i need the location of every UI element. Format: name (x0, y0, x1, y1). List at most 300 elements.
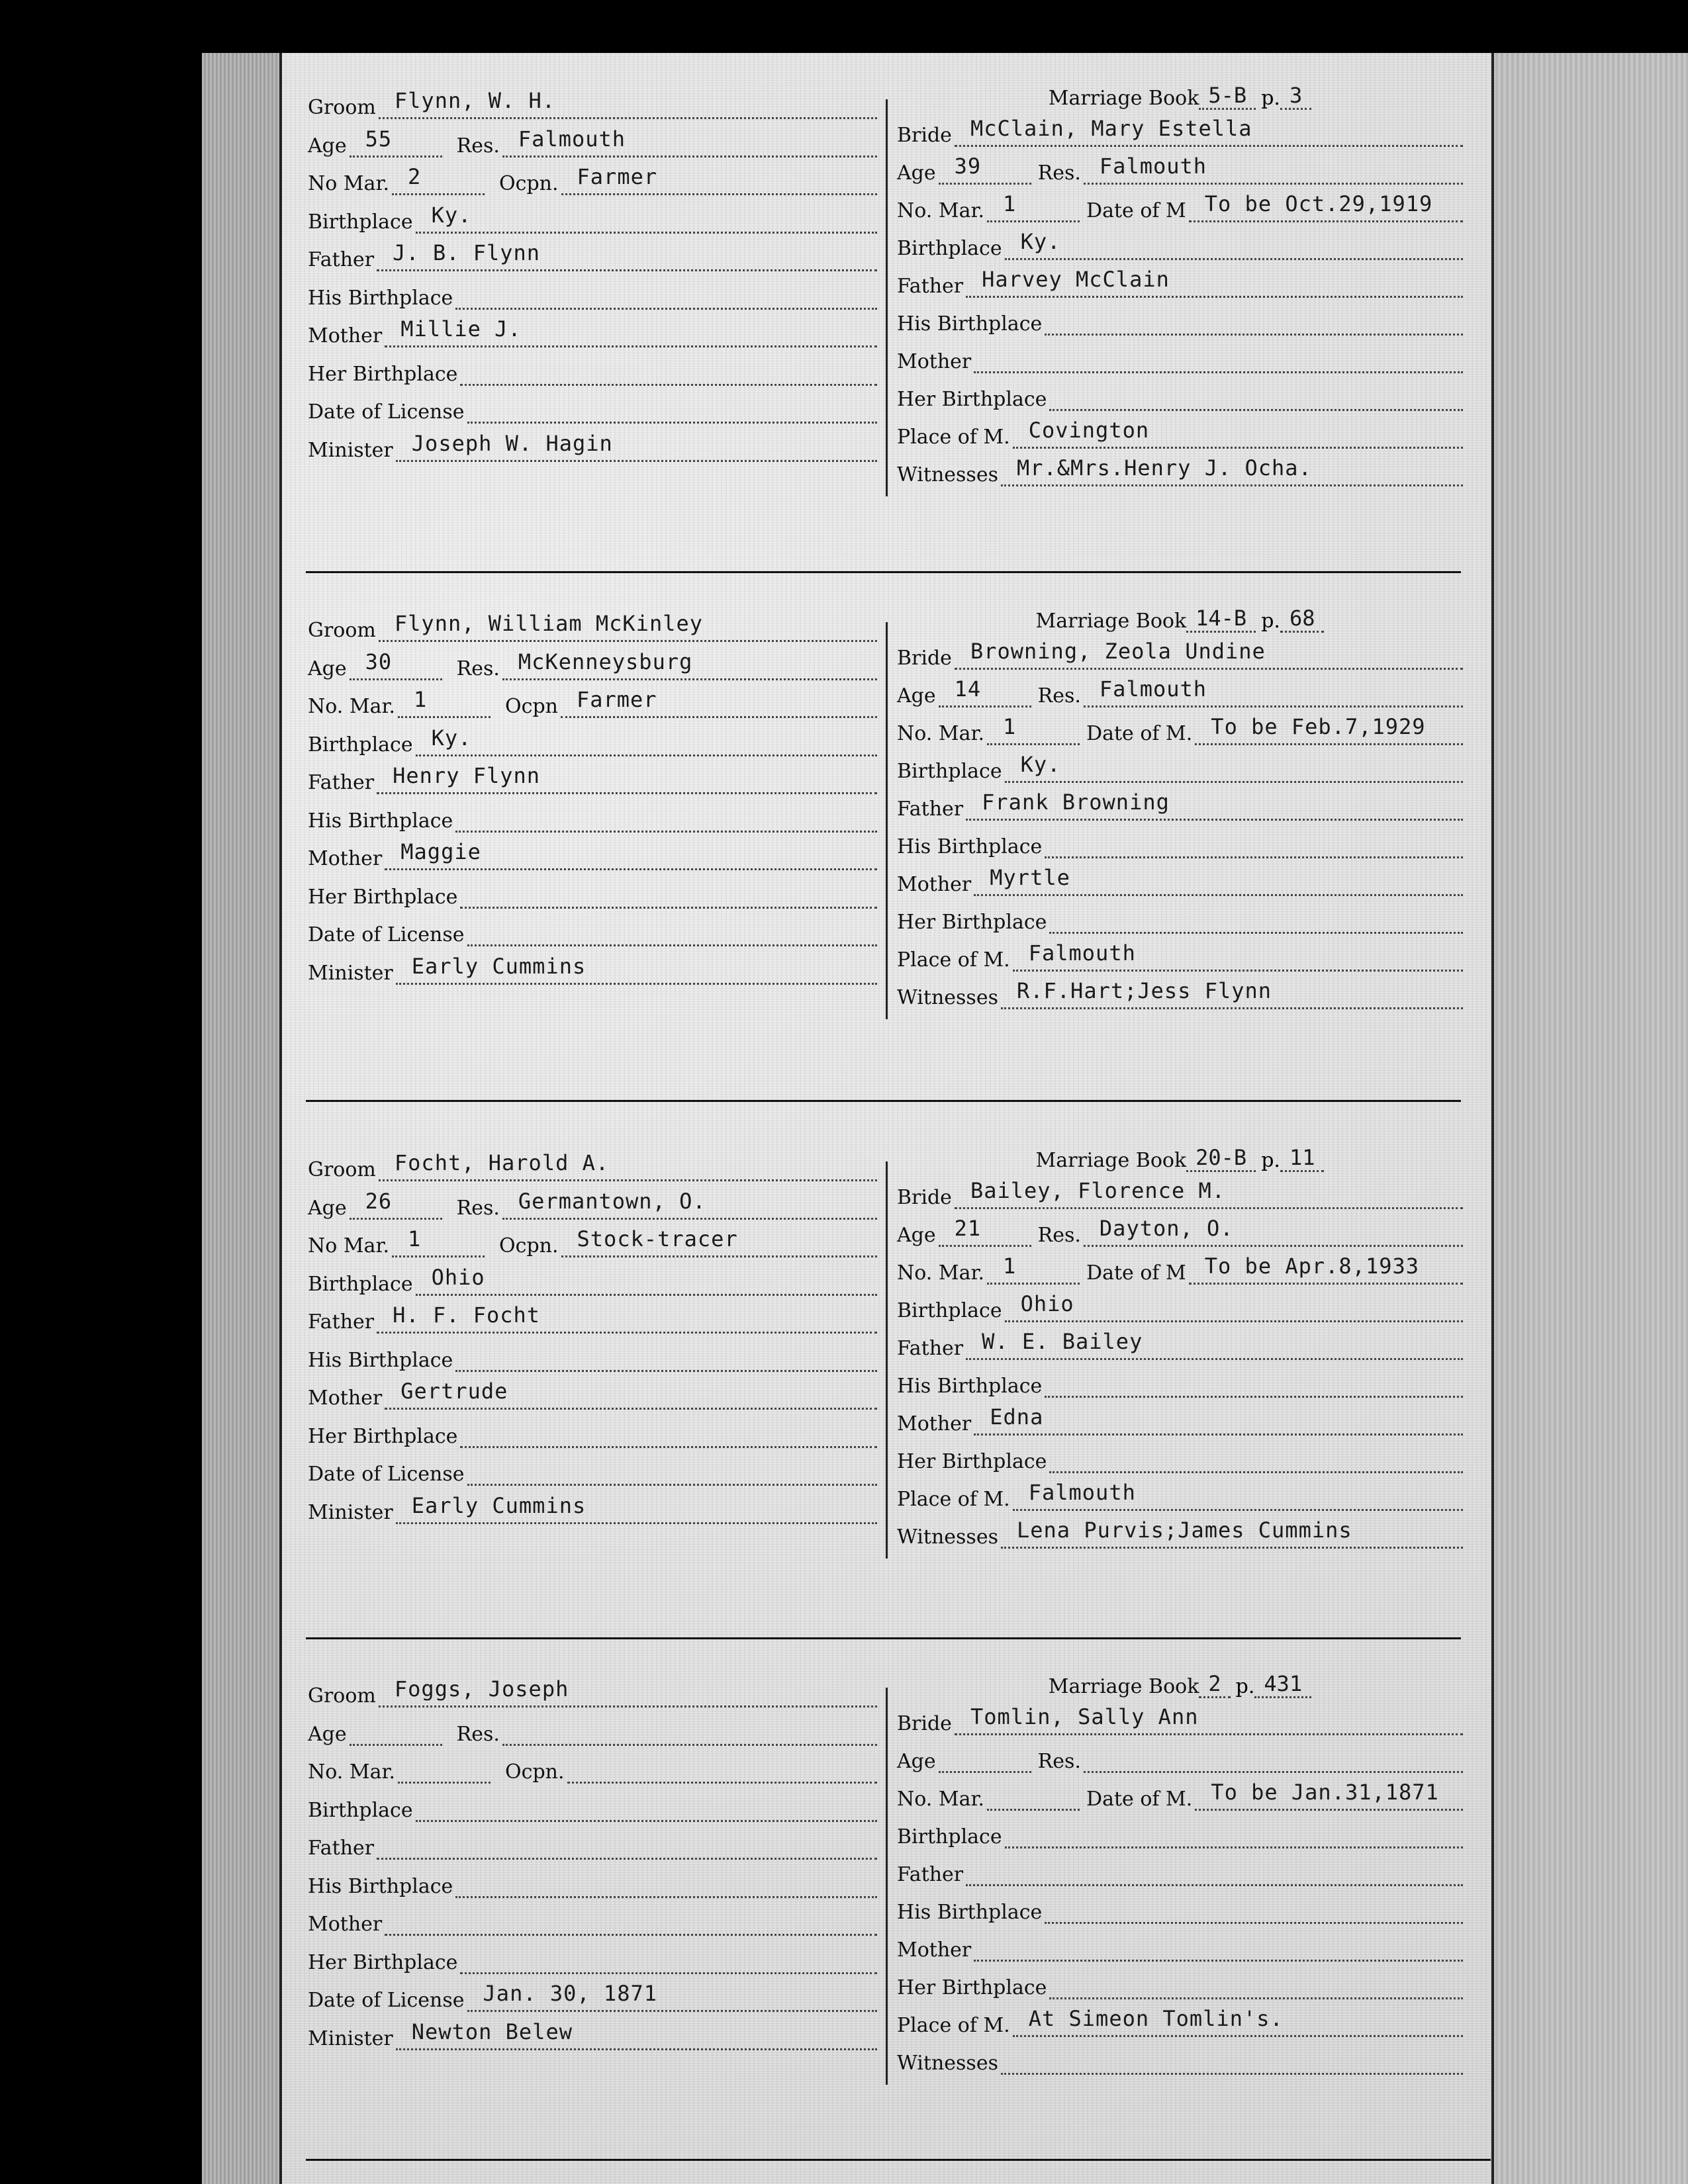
field-value: Millie J. (400, 316, 522, 341)
page-label: p. (1261, 87, 1280, 110)
marriage-record (278, 73, 1463, 523)
groom-field-row (308, 909, 877, 946)
field-label: Age (308, 1722, 347, 1746)
field-label: Witnesses (897, 1525, 998, 1549)
field-label: Age (897, 1224, 936, 1247)
field-value: Myrtle (990, 865, 1070, 890)
groom-field-row (308, 948, 877, 985)
field-line (1084, 1208, 1463, 1247)
column-divider (886, 1688, 888, 2085)
field-label: Father (308, 248, 375, 271)
field-line (455, 271, 877, 310)
record-separator (306, 1100, 1461, 1102)
field-label: Res. (1037, 1750, 1081, 1773)
field-label: Father (897, 275, 964, 298)
page-value: 431 (1254, 1671, 1311, 1698)
field-label: Her Birthplace (897, 1450, 1047, 1473)
field-line (1001, 2036, 1463, 2075)
field-label: Date of M. (1086, 722, 1193, 745)
groom-field-row (308, 643, 877, 680)
field-value: Tomlin, Sally Ann (970, 1704, 1199, 1729)
field-value: 1 (414, 687, 428, 712)
marriage-record (278, 596, 1463, 1046)
field-line (416, 1257, 877, 1296)
field-label: Res. (1037, 161, 1081, 185)
page-value: 11 (1280, 1145, 1325, 1172)
bride-field-row (897, 1811, 1463, 1848)
field-value: Ohio (1020, 1291, 1074, 1316)
field-label: Father (897, 1863, 964, 1886)
page-label: p. (1261, 610, 1280, 633)
page-label: p. (1261, 1149, 1280, 1172)
field-value: Jan. 30, 1871 (483, 1981, 657, 2006)
field-label: No. Mar. (308, 695, 396, 718)
field-label: Birthplace (308, 1798, 413, 1822)
field-label: Age (308, 134, 347, 158)
field-label: No. Mar. (897, 1788, 985, 1811)
groom-field-row (308, 1183, 877, 1220)
field-label: Age (308, 1196, 347, 1220)
bride-field-row (897, 821, 1463, 858)
field-label: Mother (308, 1387, 383, 1410)
field-value: Ky. (1020, 229, 1061, 254)
field-line (350, 118, 442, 158)
field-label: Place of M. (897, 2014, 1010, 2037)
marriage-book-row (897, 596, 1463, 633)
marriage-book-row (897, 1661, 1463, 1698)
record-separator (306, 2159, 1491, 2161)
field-label: Age (897, 1750, 936, 1773)
groom-field-row (308, 158, 877, 195)
groom-field-row (308, 1259, 877, 1296)
field-label: Place of M. (897, 426, 1010, 449)
field-line (398, 1745, 491, 1784)
bride-field-row (897, 2000, 1463, 2037)
field-label: His Birthplace (308, 1348, 453, 1372)
field-value: Flynn, W. H. (394, 88, 556, 113)
field-line (385, 1371, 877, 1410)
field-label: No. Mar. (897, 722, 985, 745)
groom-field-row (308, 273, 877, 310)
bride-column (897, 1135, 1463, 1559)
field-line (460, 870, 877, 909)
field-label: Mother (308, 324, 383, 347)
bride-field-row (897, 1285, 1463, 1322)
field-line (974, 857, 1463, 896)
field-label: Her Birthplace (308, 885, 458, 909)
field-line (1049, 1434, 1463, 1473)
groom-field-row (308, 120, 877, 158)
bride-field-row (897, 1698, 1463, 1735)
field-label: No. Mar. (897, 1261, 985, 1285)
bride-field-row (897, 148, 1463, 185)
groom-field-row (308, 234, 877, 271)
field-value: Browning, Zeola Undine (970, 639, 1266, 664)
field-line (398, 679, 491, 718)
field-value: 2 (408, 164, 422, 189)
bride-field-row (897, 1436, 1463, 1473)
field-value: J. B. Flynn (393, 240, 541, 265)
field-label: Groom (308, 96, 376, 119)
field-label: Her Birthplace (308, 362, 458, 386)
field-label: No Mar. (308, 172, 390, 195)
field-label: Mother (308, 1913, 383, 1936)
bride-field-row (897, 1736, 1463, 1773)
field-line (1013, 410, 1463, 449)
field-label: Date of M (1086, 199, 1186, 222)
field-value: 1 (1003, 191, 1017, 216)
field-value: Edna (990, 1404, 1044, 1430)
bride-column (897, 596, 1463, 1019)
field-line (379, 603, 877, 642)
field-line (467, 385, 877, 424)
page-value: 68 (1280, 606, 1325, 633)
field-label: His Birthplace (897, 1901, 1043, 1924)
bride-field-row (897, 1172, 1463, 1209)
bride-field-row (897, 110, 1463, 147)
bride-field-row (897, 1323, 1463, 1360)
field-label: Res. (456, 134, 500, 158)
field-line (955, 108, 1463, 147)
groom-field-row (308, 1937, 877, 1974)
field-label: Birthplace (308, 733, 413, 756)
field-value: Harvey McClain (982, 267, 1170, 292)
field-value: To be Oct.29,1919 (1204, 191, 1433, 216)
bride-field-row (897, 1774, 1463, 1811)
field-label: Father (308, 771, 375, 794)
field-line (974, 1923, 1463, 1962)
field-label: Her Birthplace (308, 1950, 458, 1974)
field-line (350, 1181, 442, 1220)
field-value: Ky. (1020, 752, 1061, 777)
field-value: H. F. Focht (393, 1302, 541, 1328)
field-line (416, 717, 877, 756)
field-label: Groom (308, 1684, 376, 1707)
groom-field-row (308, 1411, 877, 1448)
field-label: Age (308, 657, 347, 680)
field-label: Her Birthplace (897, 1976, 1047, 1999)
field-value: Covington (1028, 418, 1150, 443)
groom-field-row (308, 2013, 877, 2050)
field-line (939, 668, 1031, 707)
bride-field-row (897, 1512, 1463, 1549)
field-line (392, 1218, 485, 1257)
marriage-book-label: Marriage Book (1035, 1149, 1187, 1172)
field-line (974, 334, 1463, 373)
field-label: Birthplace (897, 237, 1002, 260)
field-value: 21 (954, 1216, 982, 1241)
field-label: Date of License (308, 923, 465, 946)
bride-field-row (897, 2038, 1463, 2075)
field-value: 39 (954, 154, 982, 179)
field-line (987, 1246, 1080, 1285)
field-line (396, 946, 877, 985)
field-label: His Birthplace (308, 286, 453, 310)
field-line (460, 347, 877, 386)
field-value: Falmouth (1028, 1480, 1136, 1505)
field-value: 1 (1003, 714, 1017, 739)
field-line (377, 755, 877, 794)
field-value: Mr.&Mrs.Henry J. Ocha. (1016, 455, 1312, 480)
field-value: Flynn, William McKinley (394, 611, 703, 636)
field-label: Res. (1037, 684, 1081, 707)
field-label: No Mar. (308, 1234, 390, 1257)
marriage-book-label: Marriage Book (1048, 1675, 1199, 1698)
field-value: Gertrude (400, 1379, 508, 1404)
right-margin-line (1491, 53, 1494, 2184)
field-line (460, 1409, 877, 1448)
field-value: Falmouth (1028, 940, 1136, 966)
field-label: Place of M. (897, 948, 1010, 972)
field-line (502, 641, 877, 680)
field-line (385, 1897, 877, 1936)
field-line (987, 183, 1080, 222)
field-line (467, 907, 877, 946)
field-line (385, 308, 877, 347)
field-value: Maggie (400, 839, 481, 864)
marriage-record (278, 1661, 1463, 2111)
field-label: His Birthplace (897, 835, 1043, 858)
field-label: No. Mar. (897, 199, 985, 222)
field-value: Dayton, O. (1099, 1216, 1234, 1241)
field-label: Birthplace (308, 210, 413, 234)
field-label: Ocpn. (505, 1760, 565, 1784)
field-line (1049, 372, 1463, 411)
bride-field-row (897, 859, 1463, 896)
field-line (955, 1170, 1463, 1209)
field-line (1084, 668, 1463, 707)
field-value: McClain, Mary Estella (970, 116, 1252, 141)
marriage-book-value: 2 (1199, 1671, 1230, 1698)
field-label: Date of M. (1086, 1788, 1193, 1811)
bride-column (897, 73, 1463, 496)
field-value: Lena Purvis;James Cummins (1016, 1518, 1352, 1543)
field-value: W. E. Bailey (982, 1329, 1143, 1354)
field-line (350, 641, 442, 680)
field-line (1005, 221, 1463, 260)
field-value: Ky. (431, 725, 472, 751)
field-value: Early Cummins (411, 953, 586, 979)
field-label: Mother (897, 1412, 972, 1435)
field-label: Ocpn. (499, 1234, 559, 1257)
groom-field-row (308, 1449, 877, 1486)
bride-field-row (897, 1849, 1463, 1886)
field-value: 1 (1003, 1253, 1017, 1279)
field-value: Ky. (431, 202, 472, 228)
field-line (502, 118, 877, 158)
groom-field-row (308, 1709, 877, 1746)
field-label: Minister (308, 2026, 393, 2050)
field-line (561, 156, 877, 195)
field-label: Res. (456, 657, 500, 680)
field-label: Age (897, 684, 936, 707)
field-line (416, 1783, 877, 1822)
field-label: Birthplace (308, 1272, 413, 1296)
bride-field-row (897, 1398, 1463, 1435)
field-value: Farmer (576, 687, 657, 712)
field-line (1189, 1246, 1463, 1285)
field-line (567, 1745, 877, 1784)
bride-field-row (897, 412, 1463, 449)
page-label: p. (1235, 1675, 1255, 1698)
field-label: Res. (1037, 1224, 1081, 1247)
field-line (460, 1935, 877, 1974)
bride-field-row (897, 708, 1463, 745)
field-line (455, 1333, 877, 1372)
page-value: 3 (1280, 83, 1311, 110)
field-label: Date of M (1086, 1261, 1186, 1285)
field-line (379, 1142, 877, 1181)
field-line (1195, 1772, 1463, 1811)
field-label: Bride (897, 647, 952, 670)
field-line (416, 195, 877, 234)
field-label: Mother (897, 350, 972, 373)
field-line (1084, 146, 1463, 185)
column-divider (886, 622, 888, 1019)
groom-field-row (308, 1785, 877, 1822)
marriage-book-row (897, 1135, 1463, 1172)
field-value: R.F.Hart;Jess Flynn (1016, 978, 1272, 1003)
marriage-book-value: 20-B (1186, 1145, 1256, 1172)
field-value: Henry Flynn (393, 763, 541, 788)
bride-field-row (897, 670, 1463, 707)
field-value: Foggs, Joseph (394, 1676, 569, 1702)
field-line (1045, 819, 1463, 858)
field-line (377, 1295, 877, 1334)
column-divider (886, 99, 888, 496)
field-label: Bride (897, 1712, 952, 1735)
groom-field-row (308, 1297, 877, 1334)
field-line (561, 679, 877, 718)
bride-field-row (897, 449, 1463, 486)
groom-field-row (308, 757, 877, 794)
field-line (1001, 447, 1463, 486)
field-label: Father (308, 1310, 375, 1334)
field-value: Bailey, Florence M. (970, 1178, 1225, 1203)
field-value: Frank Browning (982, 790, 1170, 815)
field-label: Her Birthplace (308, 1424, 458, 1448)
groom-field-row (308, 719, 877, 756)
field-line (939, 1208, 1031, 1247)
marriage-record (278, 1135, 1463, 1585)
field-line (502, 1181, 877, 1220)
field-value: To be Feb.7,1929 (1211, 714, 1426, 739)
groom-field-row (308, 425, 877, 462)
field-label: His Birthplace (897, 312, 1043, 336)
groom-field-row (308, 1335, 877, 1372)
field-value: 14 (954, 676, 982, 702)
field-line (377, 232, 877, 271)
field-value: Germantown, O. (518, 1188, 706, 1214)
bride-field-row (897, 1361, 1463, 1398)
groom-field-row (308, 1861, 877, 1898)
marriage-book-row (897, 73, 1463, 110)
field-label: Bride (897, 124, 952, 147)
field-value: Newton Belew (411, 2019, 573, 2044)
bride-field-row (897, 1962, 1463, 1999)
field-value: Falmouth (1099, 154, 1207, 179)
field-line (987, 1772, 1080, 1811)
field-value: Falmouth (1099, 676, 1207, 702)
field-line (455, 1859, 877, 1898)
field-value: 30 (365, 649, 393, 674)
field-line (350, 1707, 442, 1746)
groom-column (308, 596, 877, 1019)
field-label: Mother (897, 873, 972, 896)
field-line (955, 631, 1463, 670)
field-line (455, 794, 877, 833)
bride-field-row (897, 633, 1463, 670)
marriage-book-label: Marriage Book (1035, 610, 1187, 633)
field-value: Farmer (577, 164, 658, 189)
field-line (1005, 1283, 1463, 1322)
field-line (955, 1696, 1463, 1735)
field-label: Age (897, 161, 936, 185)
field-line (939, 1734, 1031, 1773)
field-label: Minister (308, 961, 393, 985)
field-value: Focht, Harold A. (394, 1150, 610, 1175)
field-label: Date of License (308, 1463, 465, 1486)
field-line (1189, 183, 1463, 222)
groom-field-row (308, 1899, 877, 1936)
bride-field-row (897, 1887, 1463, 1924)
field-line (1084, 1734, 1463, 1773)
record-separator (306, 571, 1461, 573)
groom-field-row (308, 1220, 877, 1257)
groom-column (308, 73, 877, 496)
field-label: Her Birthplace (897, 388, 1047, 411)
field-line (467, 1447, 877, 1486)
field-label: Date of License (308, 400, 465, 424)
bride-field-row (897, 1925, 1463, 1962)
field-line (1013, 933, 1463, 972)
field-line (396, 1485, 877, 1524)
field-label: Father (308, 1837, 375, 1860)
field-label: Groom (308, 619, 376, 642)
bride-field-row (897, 261, 1463, 298)
field-label: Minister (308, 438, 393, 462)
field-label: Groom (308, 1158, 376, 1181)
groom-field-row (308, 1670, 877, 1707)
groom-field-row (308, 310, 877, 347)
marriage-book-label: Marriage Book (1048, 87, 1199, 110)
field-line (1013, 1472, 1463, 1511)
field-label: No. Mar. (308, 1760, 396, 1784)
field-label: Place of M. (897, 1488, 1010, 1511)
field-line (396, 2011, 877, 2050)
column-divider (886, 1161, 888, 1559)
field-label: Mother (897, 1938, 972, 1962)
field-label: His Birthplace (897, 1375, 1043, 1398)
bride-field-row (897, 298, 1463, 336)
bride-field-row (897, 223, 1463, 260)
groom-field-row (308, 1823, 877, 1860)
field-line (396, 423, 877, 462)
scan-edge-right (1493, 53, 1688, 2184)
field-line (1195, 706, 1463, 745)
groom-column (308, 1661, 877, 2085)
bride-field-row (897, 784, 1463, 821)
groom-field-row (308, 1975, 877, 2012)
field-label: Birthplace (897, 760, 1002, 783)
field-line (966, 1847, 1463, 1886)
field-label: Ocpn. (499, 172, 559, 195)
bride-field-row (897, 374, 1463, 411)
field-line (1045, 1885, 1463, 1924)
field-value: McKenneysburg (518, 649, 693, 674)
field-label: Witnesses (897, 463, 998, 486)
groom-field-row (308, 681, 877, 718)
